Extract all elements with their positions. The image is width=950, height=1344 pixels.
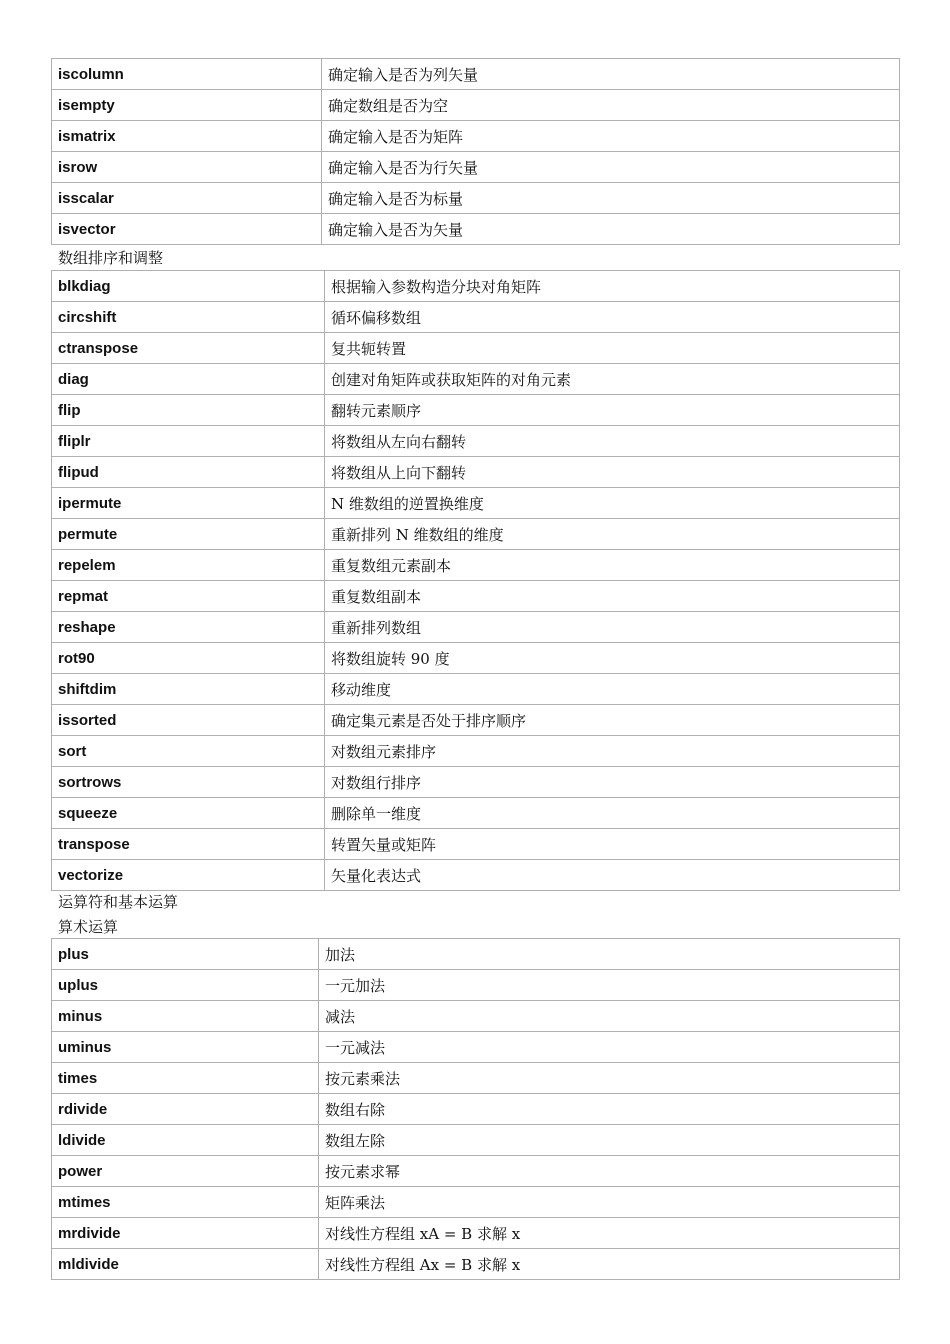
table-row <box>52 121 900 152</box>
function-name: minus <box>52 1001 319 1032</box>
table-row <box>52 798 900 829</box>
function-description: 对数组行排序 <box>325 767 900 798</box>
function-name: plus <box>52 939 319 970</box>
table-row <box>52 767 900 798</box>
function-description: 加法 <box>319 939 900 970</box>
function-description: 数组左除 <box>319 1125 900 1156</box>
function-name: sortrows <box>52 767 325 798</box>
function-description: 重新排列 N 维数组的维度 <box>325 519 900 550</box>
function-description: 确定数组是否为空 <box>322 90 900 121</box>
function-name: mtimes <box>52 1187 319 1218</box>
function-name: rdivide <box>52 1094 319 1125</box>
table-row <box>52 364 900 395</box>
function-description: 删除单一维度 <box>325 798 900 829</box>
function-name: isscalar <box>52 183 322 214</box>
function-description: 移动维度 <box>325 674 900 705</box>
table-row <box>52 1001 900 1032</box>
function-name: shiftdim <box>52 674 325 705</box>
table-row <box>52 457 900 488</box>
table-row <box>52 488 900 519</box>
function-description: 重复数组副本 <box>325 581 900 612</box>
table-row <box>52 612 900 643</box>
table-row <box>52 860 900 891</box>
function-name: flip <box>52 395 325 426</box>
function-name: isempty <box>52 90 322 121</box>
function-name: diag <box>52 364 325 395</box>
table-row <box>52 183 900 214</box>
table-row <box>52 1249 900 1280</box>
table-row <box>52 550 900 581</box>
table-row <box>52 674 900 705</box>
function-name: ctranspose <box>52 333 325 364</box>
table-row <box>52 1094 900 1125</box>
table-row <box>52 970 900 1001</box>
table-row <box>52 426 900 457</box>
function-description: 对线性方程组 xA = B 求解 x <box>319 1218 900 1249</box>
function-name: mrdivide <box>52 1218 319 1249</box>
function-description: 按元素求幂 <box>319 1156 900 1187</box>
function-description: N 维数组的逆置换维度 <box>325 488 900 519</box>
function-table-arithmetic <box>51 938 900 1280</box>
function-table-array-checks <box>51 58 900 245</box>
function-name: vectorize <box>58 866 124 884</box>
function-name: flipud <box>52 457 325 488</box>
function-description: 确定输入是否为矩阵 <box>322 121 900 152</box>
function-description: 减法 <box>319 1001 900 1032</box>
function-name: reshape <box>52 612 325 643</box>
function-name: mldivide <box>58 1255 119 1273</box>
function-name: isvector <box>58 220 116 238</box>
function-description: 确定输入是否为列矢量 <box>322 59 900 90</box>
function-description: 按元素乘法 <box>319 1063 900 1094</box>
table-row <box>52 1218 900 1249</box>
function-name: transpose <box>52 829 325 860</box>
section-heading-operators: 运算符和基本运算 <box>58 893 179 911</box>
function-description: 将数组旋转 90 度 <box>325 643 900 674</box>
table-row <box>52 59 900 90</box>
function-name: rot90 <box>52 643 325 674</box>
function-description: 将数组从左向右翻转 <box>325 426 900 457</box>
table-row <box>52 152 900 183</box>
table-row <box>52 1032 900 1063</box>
function-description: 对线性方程组 Ax = B 求解 x <box>319 1249 900 1280</box>
function-description: 一元加法 <box>319 970 900 1001</box>
function-name: repelem <box>52 550 325 581</box>
function-name: blkdiag <box>52 271 325 302</box>
table-row <box>52 736 900 767</box>
function-description: 创建对角矩阵或获取矩阵的对角元素 <box>325 364 900 395</box>
table-row <box>52 643 900 674</box>
function-name: times <box>52 1063 319 1094</box>
function-table-array-sort <box>51 270 900 891</box>
function-name: ipermute <box>52 488 325 519</box>
function-description: 转置矢量或矩阵 <box>325 829 900 860</box>
function-name: isrow <box>52 152 322 183</box>
table-row <box>52 1156 900 1187</box>
function-name: uplus <box>52 970 319 1001</box>
section-heading-arithmetic: 算术运算 <box>58 918 119 936</box>
function-name: ismatrix <box>52 121 322 152</box>
function-description: 矢量化表达式 <box>325 860 900 891</box>
function-name: permute <box>52 519 325 550</box>
function-name: squeeze <box>52 798 325 829</box>
function-name: issorted <box>52 705 325 736</box>
function-description: 重复数组元素副本 <box>325 550 900 581</box>
function-description: 将数组从上向下翻转 <box>325 457 900 488</box>
function-description: 数组右除 <box>319 1094 900 1125</box>
function-name: ldivide <box>52 1125 319 1156</box>
table-row <box>52 271 900 302</box>
table-row <box>52 214 900 245</box>
function-description: 翻转元素顺序 <box>325 395 900 426</box>
function-description: 确定集元素是否处于排序顺序 <box>325 705 900 736</box>
table-row <box>52 939 900 970</box>
table-row <box>52 1125 900 1156</box>
function-name: sort <box>52 736 325 767</box>
function-name: fliplr <box>52 426 325 457</box>
table-row <box>52 581 900 612</box>
table-row <box>52 1063 900 1094</box>
table-row <box>52 395 900 426</box>
function-name: iscolumn <box>52 59 322 90</box>
table-row <box>52 1187 900 1218</box>
function-description: 对数组元素排序 <box>325 736 900 767</box>
function-description: 矩阵乘法 <box>319 1187 900 1218</box>
function-description: 确定输入是否为标量 <box>322 183 900 214</box>
table-row <box>52 90 900 121</box>
function-description: 确定输入是否为行矢量 <box>322 152 900 183</box>
function-description: 重新排列数组 <box>325 612 900 643</box>
function-description: 循环偏移数组 <box>325 302 900 333</box>
function-name: circshift <box>52 302 325 333</box>
function-description: 确定输入是否为矢量 <box>322 214 900 245</box>
table-row <box>52 705 900 736</box>
table-row <box>52 519 900 550</box>
table-row <box>52 333 900 364</box>
function-description: 根据输入参数构造分块对角矩阵 <box>325 271 900 302</box>
function-description: 一元减法 <box>319 1032 900 1063</box>
section-heading-array-sort: 数组排序和调整 <box>58 249 164 267</box>
function-name: repmat <box>52 581 325 612</box>
table-row <box>52 302 900 333</box>
table-row <box>52 829 900 860</box>
function-name: power <box>52 1156 319 1187</box>
function-description: 复共轭转置 <box>325 333 900 364</box>
function-name: uminus <box>52 1032 319 1063</box>
